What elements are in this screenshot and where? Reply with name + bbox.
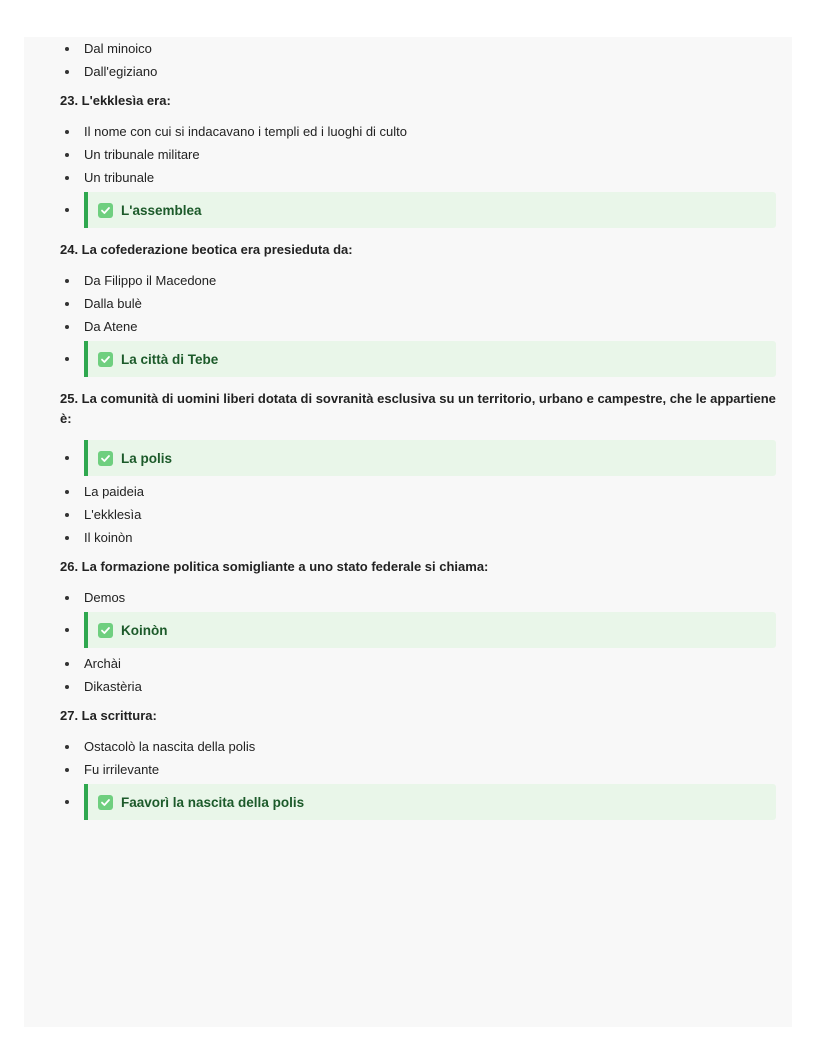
option-text: Da Atene — [84, 319, 138, 334]
option-text: Da Filippo il Macedone — [84, 273, 217, 288]
correct-answer-item — [24, 440, 784, 476]
list-item — [24, 526, 784, 549]
check-icon — [98, 451, 113, 466]
list-item — [24, 652, 784, 675]
option-text: Demos — [84, 590, 126, 605]
quiz-page — [24, 37, 792, 1027]
correct-answer-text: La polis — [121, 450, 173, 466]
correct-answer-box — [84, 440, 776, 476]
option-text: La paideia — [84, 484, 144, 499]
list-item — [24, 143, 784, 166]
list-item — [24, 166, 784, 189]
correct-answer-text: Faavorì la nascita della polis — [121, 794, 305, 810]
options-list — [24, 440, 784, 549]
list-item — [24, 503, 784, 526]
option-text: Dikastèria — [84, 679, 142, 694]
option-text: Archài — [84, 656, 121, 671]
top-options-list — [24, 37, 784, 83]
quiz-content — [24, 37, 792, 820]
options-list — [24, 586, 784, 698]
list-item — [24, 292, 784, 315]
list-item — [24, 120, 784, 143]
check-icon — [98, 623, 113, 638]
list-item — [24, 586, 784, 609]
question-title: 23. L'ekklesìa era: — [60, 93, 171, 108]
option-text: Ostacolò la nascita della polis — [84, 739, 256, 754]
correct-answer-text: L'assemblea — [121, 202, 202, 218]
option-text: Dal minoico — [84, 41, 152, 56]
question-title: 25. La comunità di uomini liberi dotata di sovranità esclusiva su un territorio, urbano e campestre, che le appartiene è: — [60, 391, 776, 426]
correct-answer-box — [84, 784, 776, 820]
list-item — [24, 758, 784, 781]
correct-answer-item — [24, 192, 784, 228]
list-item — [24, 735, 784, 758]
option-text: Dalla bulè — [84, 296, 142, 311]
question-title: 26. La formazione politica somigliante a uno stato federale si chiama: — [60, 559, 489, 574]
correct-answer-item — [24, 612, 784, 648]
correct-answer-box — [84, 612, 776, 648]
check-icon — [98, 352, 113, 367]
check-icon — [98, 795, 113, 810]
option-text: Dall'egiziano — [84, 64, 158, 79]
list-item — [24, 480, 784, 503]
correct-answer-box — [84, 341, 776, 377]
question-title: 24. La cofederazione beotica era presieduta da: — [60, 242, 353, 257]
correct-answer-item — [24, 784, 784, 820]
correct-answer-text: Koinòn — [121, 622, 168, 638]
question-title: 27. La scrittura: — [60, 708, 157, 723]
option-text: L'ekklesìa — [84, 507, 142, 522]
correct-answer-box — [84, 192, 776, 228]
option-text: Un tribunale militare — [84, 147, 200, 162]
check-icon — [98, 203, 113, 218]
list-item — [24, 269, 784, 292]
list-item — [24, 60, 784, 83]
option-text: Fu irrilevante — [84, 762, 160, 777]
list-item — [24, 315, 784, 338]
list-item — [24, 675, 784, 698]
option-text: Il nome con cui si indacavano i templi ed i luoghi di culto — [84, 124, 408, 139]
option-text: Il koinòn — [84, 530, 133, 545]
option-text: Un tribunale — [84, 170, 155, 185]
questions-container — [24, 83, 784, 820]
list-item — [24, 37, 784, 60]
options-list — [24, 735, 784, 820]
correct-answer-item — [24, 341, 784, 377]
options-list — [24, 269, 784, 377]
options-list — [24, 120, 784, 228]
correct-answer-text: La città di Tebe — [121, 351, 219, 367]
